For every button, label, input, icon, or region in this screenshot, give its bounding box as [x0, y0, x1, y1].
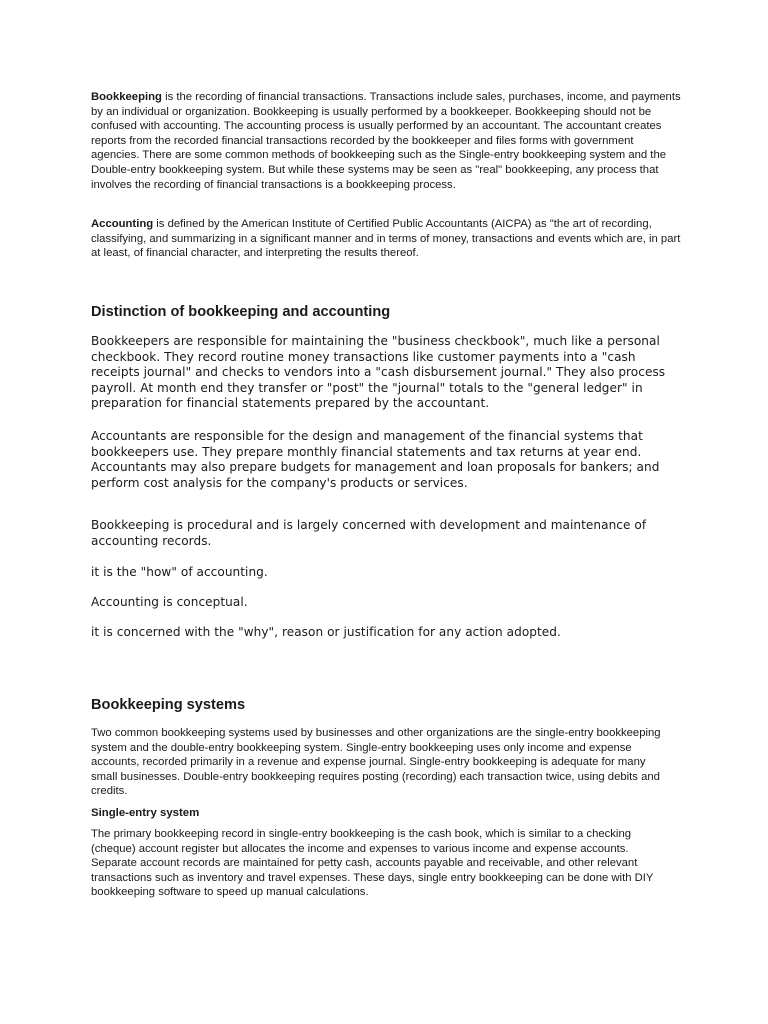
paragraph-systems-overview: Two common bookkeeping systems used by businesses and other organizations are the single-entry bookkeeping system and the double-entry bookkeeping system. Single-entry bookkeeping uses only income and expense accounts, recorded primarily in a revenue and expense journal. Single-entry bookkeeping is adequate for many small businesses. Double-entry bookkeeping requires posting (recording) each transaction twice, using debits and credits.	[91, 727, 661, 798]
paragraph-bookkeeping-procedural: Bookkeeping is procedural and is largely concerned with development and maintenance of accounting records.	[91, 518, 647, 548]
paragraph-single-entry-description: The primary bookkeeping record in single-entry bookkeeping is the cash book, which is similar to a checking (cheque) account register but allocates the income and expenses to various income and expense accounts. Separate account records are maintained for petty cash, accounts payable and receivable, and other relevant transactions such as inventory and travel expenses. These days, single entry bookkeeping can be done with DIY bookkeeping software to speed up manual calculations.	[91, 828, 654, 899]
paragraph-accounting-conceptual: Accounting is conceptual.	[91, 595, 248, 609]
paragraph-bookkeepers-responsibilities: Bookkeepers are responsible for maintaining the "business checkbook", much like a personal checkbook. They record routine money transactions like customer payments into a "cash receipts journal" and checks to vendors into a "cash disbursement journal." They also process payroll. At month end they transfer or "post" the "journal" totals to the "general ledger" in preparation for financial statements prepared by the accountant.	[91, 334, 666, 410]
heading-bookkeeping-systems: Bookkeeping systems	[91, 697, 246, 713]
paragraph-how-of-accounting: it is the "how" of accounting.	[91, 565, 268, 579]
paragraph-accountants-responsibilities: Accountants are responsible for the design and management of the financial systems that bookkeepers use. They prepare monthly financial statements and tax returns at year end. Accountants may also prepare budgets for management and loan proposals for bankers; and perform cost analysis for the company's products or services.	[91, 429, 660, 490]
paragraph-accounting-definition	[91, 217, 681, 261]
paragraph-why-of-accounting: it is concerned with the "why", reason or justification for any action adopted.	[91, 625, 561, 639]
paragraph-accounting-text: is defined by the American Institute of Certified Public Accountants (AICPA) as "the art of recording, classifying, and summarizing in a significant manner and in terms of money, transactions and events which are, in part at least, of financial character, and interpreting the results thereof.	[91, 218, 681, 260]
paragraph-bookkeeping-text: is the recording of financial transactions. Transactions include sales, purchases, income, and payments by an individual or organization. Bookkeeping is usually performed by a bookkeeper. Bookkeeping should not be confused with accounting. The accounting process is usually performed by an accountant. The accountant creates reports from the recorded financial transactions recorded by the bookkeeper and files forms with government agencies. There are some common methods of bookkeeping such as the Single-entry bookkeeping system and the Double-entry bookkeeping system. But while these systems may be seen as "real" bookkeeping, any process that involves the recording of financial transactions is a bookkeeping process.	[91, 91, 681, 191]
heading-distinction: Distinction of bookkeeping and accounting	[91, 304, 391, 320]
paragraph-bookkeeping-definition	[91, 90, 681, 192]
term-bookkeeping: Bookkeeping	[91, 91, 162, 103]
heading-single-entry-system: Single-entry system	[91, 807, 200, 819]
term-accounting: Accounting	[91, 218, 154, 230]
